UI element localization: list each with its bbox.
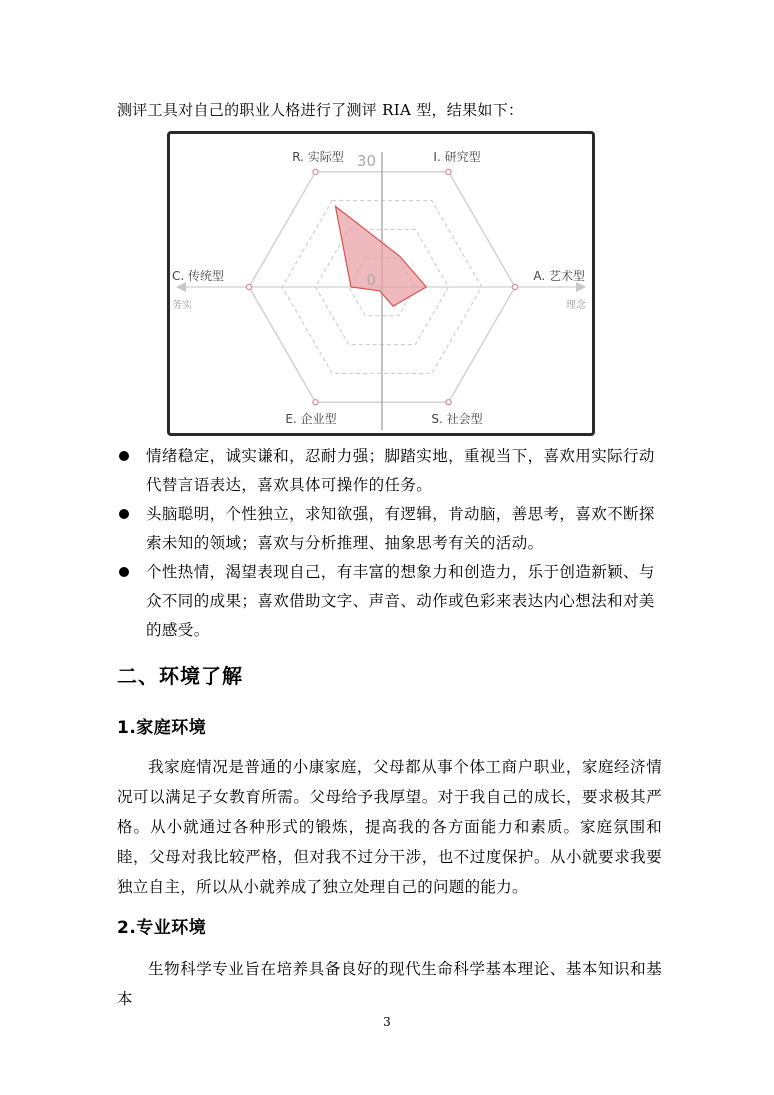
radar-vertex-dot <box>446 169 451 174</box>
family-paragraph: 我家庭情况是普通的小康家庭，父母都从事个体工商户职业，家庭经济情况可以满足子女教育所需。父母给予我厚望。对于我自己的成长，要求极其严格。从小就通过各种形式的锻炼，提高我的各方面能力和素质。家庭氛围和睦，父母对我比较严格，但对我不过分干涉，也不过度保护。从小就要求我要独立自主，所以从小就养成了独立处理自己的问题的能力。 <box>117 758 662 896</box>
bullet-text: 头脑聪明，个性独立，求知欲强，有逻辑，肯动脑，善思考，喜欢不断探索未知的领域；喜欢与分析推理、抽象思考有关的活动。 <box>146 505 655 552</box>
bullet-item <box>117 558 662 645</box>
bullet-dot-icon <box>119 567 129 577</box>
major-heading: 2.专业环境 <box>117 918 207 938</box>
radar-tick-max: 30 <box>356 152 376 170</box>
radar-vertex-dot <box>446 400 451 405</box>
radar-axis-label: E. 企业型 <box>285 412 337 426</box>
major-paragraph: 生物科学专业旨在培养具备良好的现代生命科学基本理论、基本知识和基本 <box>117 960 662 1008</box>
radar-svg <box>170 134 592 433</box>
bullet-dot-icon <box>119 451 129 461</box>
radar-vertex-dot <box>512 284 517 289</box>
radar-vertex-dot <box>313 400 318 405</box>
radar-vertex-dot <box>246 284 251 289</box>
radar-data-area <box>335 206 426 306</box>
left-arrow-icon <box>176 282 186 292</box>
radar-tick-min: 0 <box>366 271 376 289</box>
radar-axis-label: I. 研究型 <box>433 150 481 164</box>
radar-axis-label: A. 艺术型 <box>533 269 585 283</box>
intro-text: 测评工具对自己的职业人格进行了测评 RIA 型，结果如下： <box>117 101 524 119</box>
radar-axis-label: C. 传统型 <box>172 269 225 283</box>
bullet-text: 情绪稳定，诚实谦和，忍耐力强；脚踏实地，重视当下，喜欢用实际行动代替言语表达，喜欢具体可操作的任务。 <box>146 447 655 494</box>
trait-bullet-list <box>117 442 662 645</box>
radar-side-label-left: 务实 <box>172 300 192 311</box>
family-heading: 1.家庭环境 <box>117 718 207 738</box>
holland-radar-chart <box>167 131 595 436</box>
right-arrow-icon <box>576 282 586 292</box>
radar-axis-label: R. 实际型 <box>292 150 344 164</box>
radar-side-label-right: 理念 <box>566 300 586 311</box>
bullet-item <box>117 442 662 500</box>
radar-axis-label: S. 社会型 <box>431 412 483 426</box>
bullet-text: 个性热情，渴望表现自己，有丰富的想象力和创造力，乐于创造新颖、与众不同的成果；喜欢借助文字、声音、动作或色彩来表达内心想法和对美的感受。 <box>146 563 655 639</box>
bullet-item <box>117 500 662 558</box>
section-heading: 二、环境了解 <box>117 664 243 688</box>
radar-vertex-dot <box>313 169 318 174</box>
bullet-dot-icon <box>119 509 129 519</box>
page-number: 3 <box>383 1015 391 1029</box>
